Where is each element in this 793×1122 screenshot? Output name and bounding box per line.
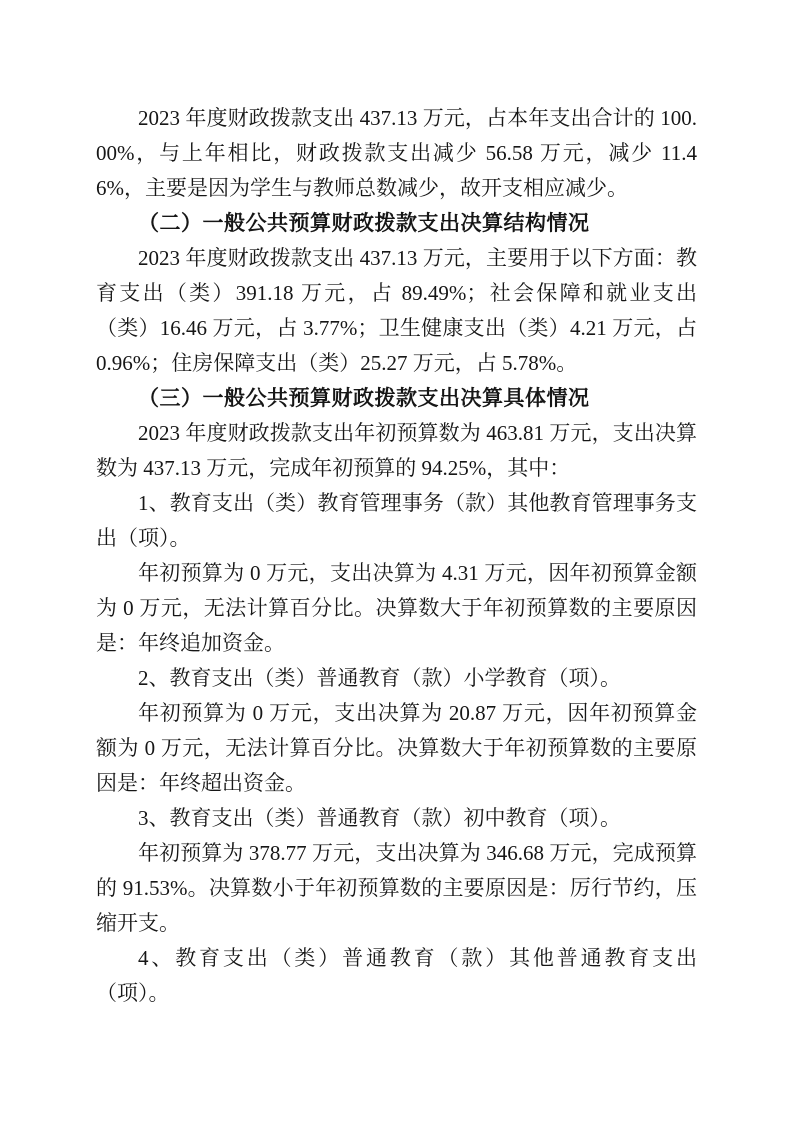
paragraph-item-4-title: 4、教育支出（类）普通教育（款）其他普通教育支出（项）。 bbox=[96, 946, 697, 1005]
section-heading-3-expenditure-specifics: （三）一般公共预算财政拨款支出决算具体情况 bbox=[138, 387, 590, 410]
paragraph-item-3-title: 3、教育支出（类）普通教育（款）初中教育（项）。 bbox=[138, 806, 621, 830]
paragraph-expenditure-structure-detail: 2023 年度财政拨款支出 437.13 万元，主要用于以下方面：教育支出（类）391.18 万元，占 89.49%；社会保障和就业支出（类）16.46 万元，占 3.77%；卫生健康支出（类）4.21 万元，占 0.96%；住房保障支出（类）25.27 万元，占 5.78%。 bbox=[96, 246, 697, 375]
paragraph-fiscal-expenditure-summary: 2023 年度财政拨款支出 437.13 万元，占本年支出合计的 100.00%，与上年相比，财政拨款支出减少 56.58 万元，减少 11.46%，主要是因为学生与教师总数减少，故开支相应减少。 bbox=[96, 106, 697, 200]
document-content bbox=[96, 101, 697, 1011]
paragraph-item-1-title: 1、教育支出（类）教育管理事务（款）其他教育管理事务支出（项）。 bbox=[96, 491, 697, 550]
paragraph-item-2-detail: 年初预算为 0 万元，支出决算为 20.87 万元，因年初预算金额为 0 万元，无法计算百分比。决算数大于年初预算数的主要原因是：年终超出资金。 bbox=[96, 701, 697, 795]
paragraph-item-3-detail: 年初预算为 378.77 万元，支出决算为 346.68 万元，完成预算的 91.53%。决算数小于年初预算数的主要原因是：厉行节约，压缩开支。 bbox=[96, 841, 697, 935]
paragraph-budget-vs-final: 2023 年度财政拨款支出年初预算数为 463.81 万元，支出决算数为 437.13 万元，完成年初预算的 94.25%，其中： bbox=[96, 421, 697, 480]
section-heading-2-expenditure-structure: （二）一般公共预算财政拨款支出决算结构情况 bbox=[138, 212, 590, 235]
paragraph-item-1-detail: 年初预算为 0 万元，支出决算为 4.31 万元，因年初预算金额为 0 万元，无法计算百分比。决算数大于年初预算数的主要原因是：年终追加资金。 bbox=[96, 561, 697, 655]
paragraph-item-2-title: 2、教育支出（类）普通教育（款）小学教育（项）。 bbox=[138, 666, 621, 690]
